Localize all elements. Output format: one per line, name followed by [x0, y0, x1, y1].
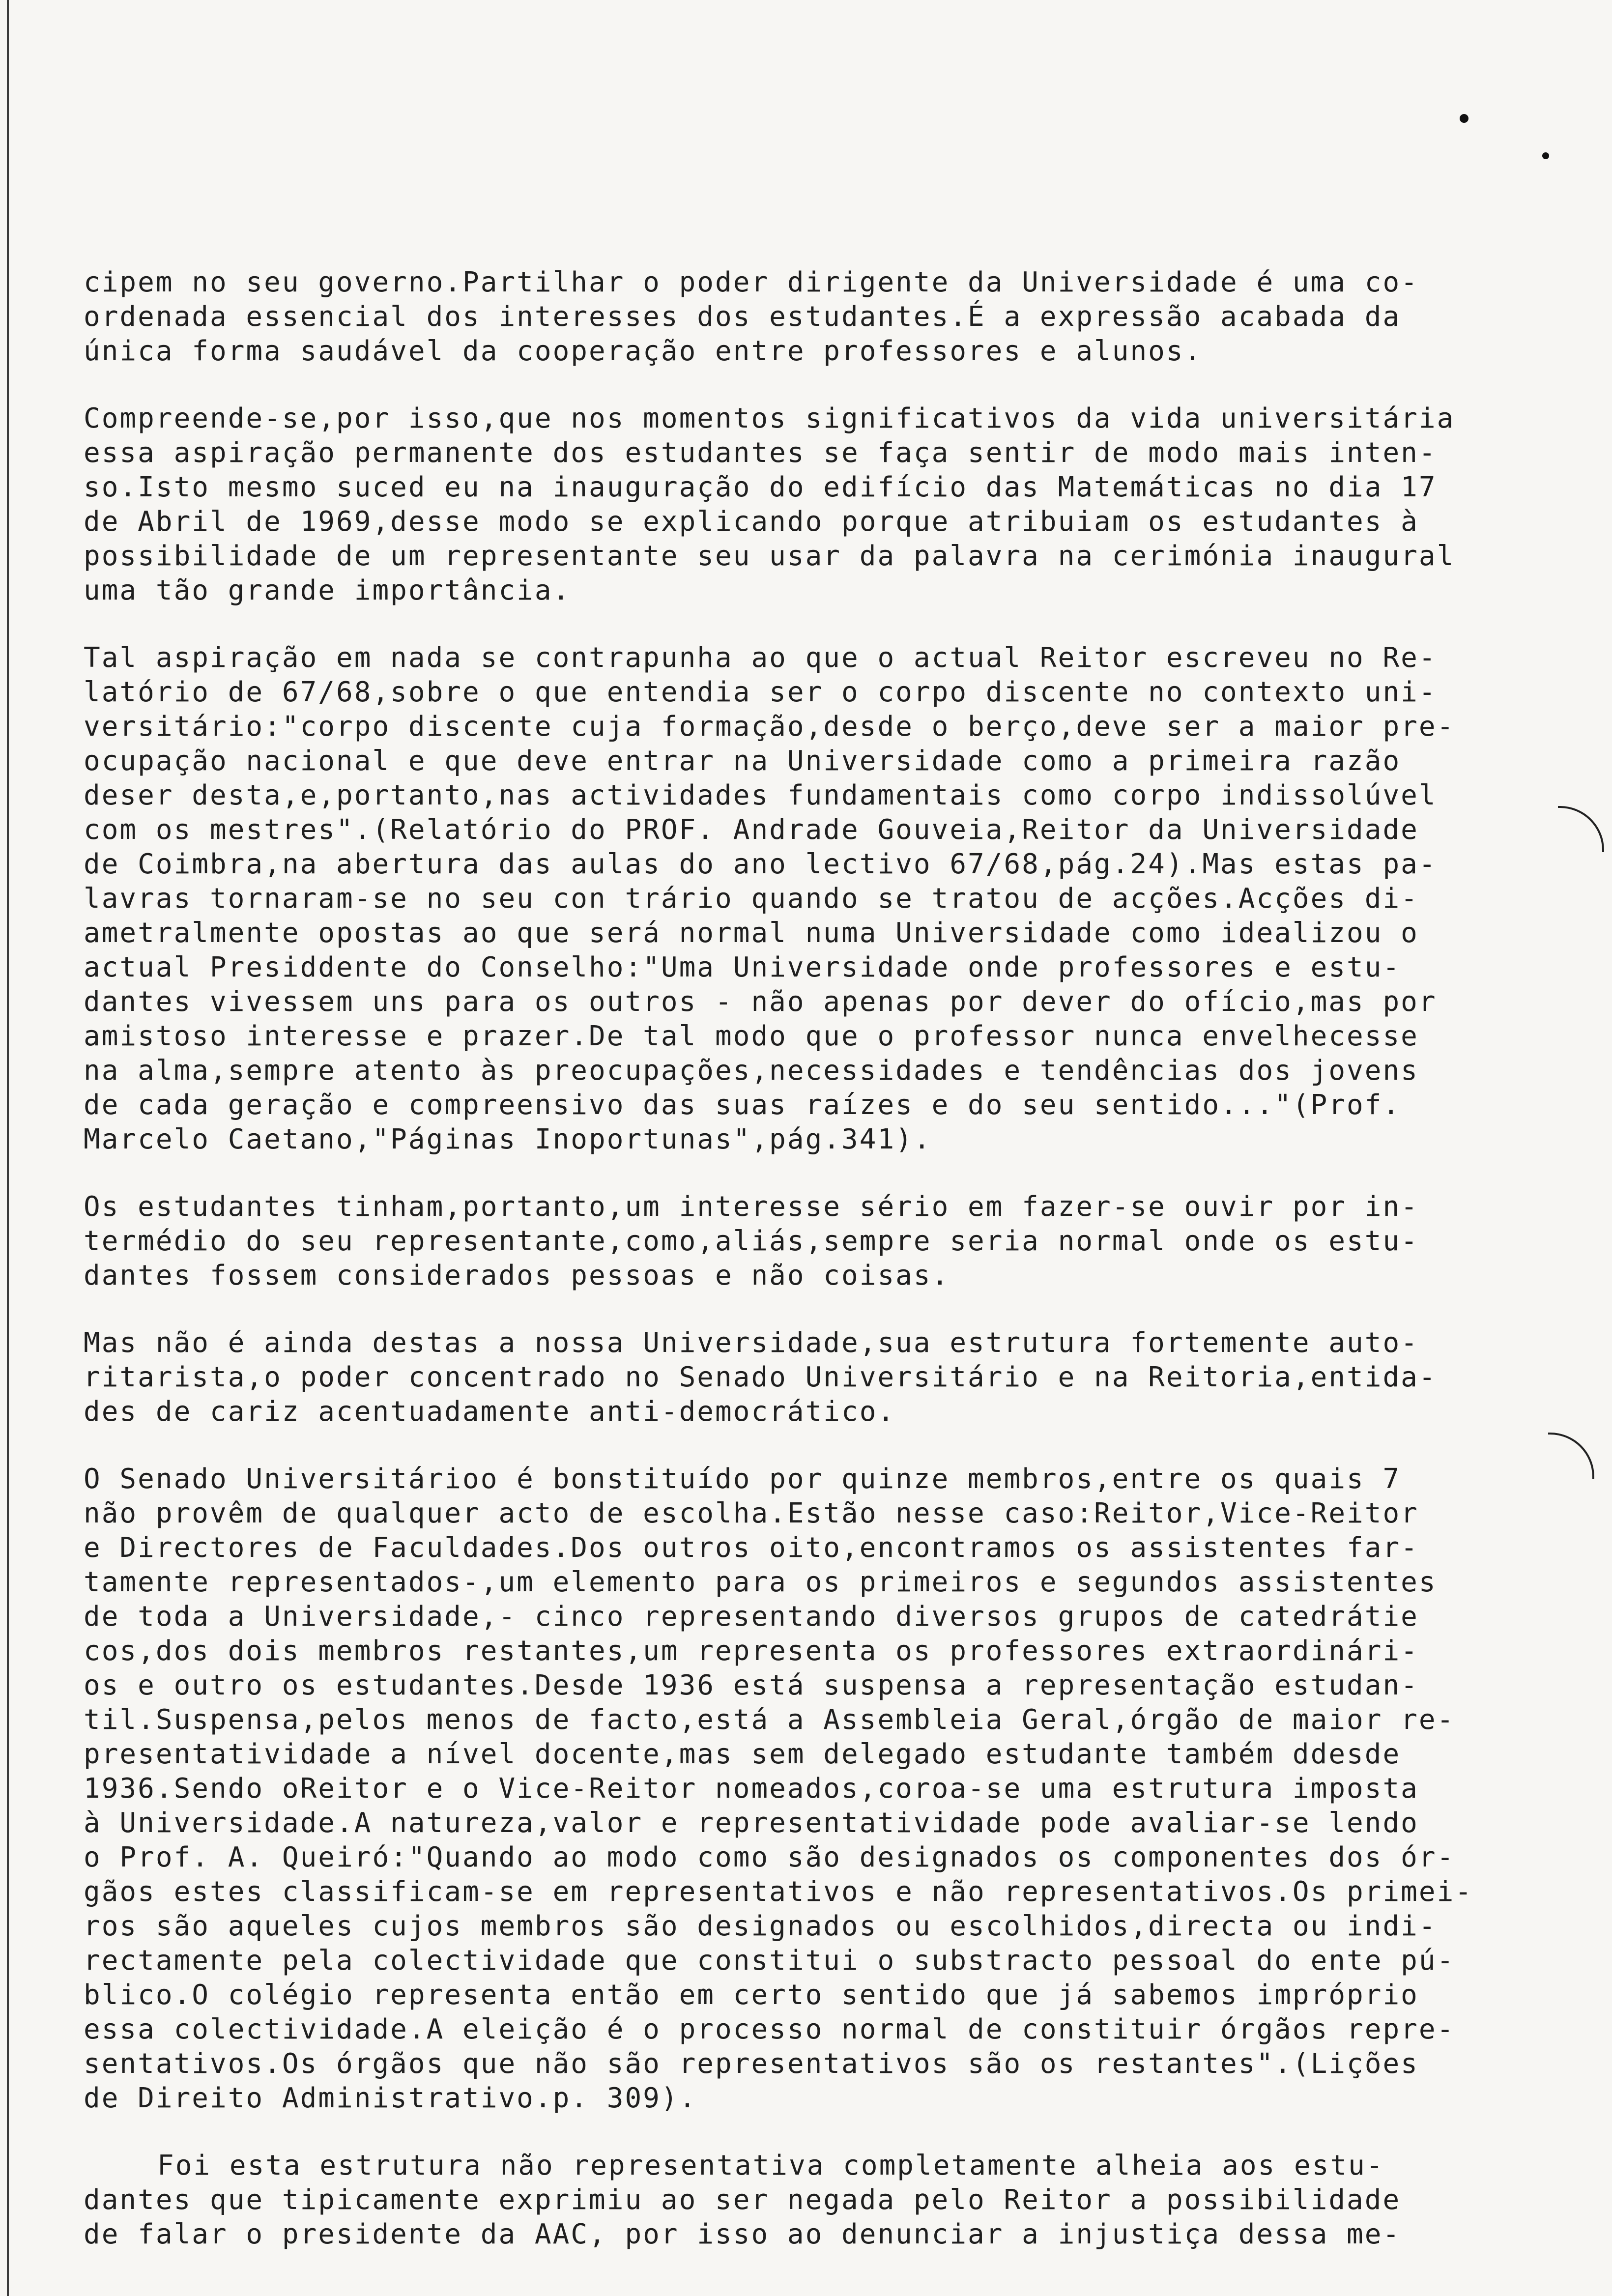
text-line: ordenada essencial dos interesses dos estudantes.É a expressão acabada da: [84, 301, 1401, 333]
text-line: des de cariz acentuadamente anti-democrático.: [84, 1396, 896, 1428]
text-line: de Coimbra,na abertura das aulas do ano lectivo 67/68,pág.24).Mas estas pa-: [84, 848, 1437, 880]
ink-dot: [1542, 152, 1549, 159]
text-line: presentatividade a nível docente,mas sem delegado estudante também ddesde: [84, 1738, 1401, 1770]
text-line: de cada geração e compreensivo das suas raízes e do seu sentido..."(Prof.: [84, 1089, 1401, 1121]
text-line: so.Isto mesmo suced eu na inauguração do edifício das Matemáticas no dia 17: [84, 471, 1437, 503]
text-line: Mas não é ainda destas a nossa Universidade,sua estrutura fortemente auto-: [84, 1327, 1419, 1359]
left-margin-rule: [7, 0, 9, 2296]
text-line: Foi esta estrutura não representativa completamente alheia aos estu-: [157, 2150, 1384, 2181]
text-line: de Abril de 1969,desse modo se explicando porque atribuiam os estudantes à: [84, 506, 1419, 538]
text-line: amistoso interesse e prazer.De tal modo que o professor nunca envelhecesse: [84, 1020, 1419, 1052]
text-line: Os estudantes tinham,portanto,um interesse sério em fazer-se ouvir por in-: [84, 1191, 1419, 1223]
text-line: tamente representados-,um elemento para os primeiros e segundos assistentes: [84, 1566, 1437, 1598]
paragraph: [84, 265, 1578, 369]
paragraph: [84, 1462, 1578, 2116]
paragraph: [84, 1326, 1578, 1429]
text-line: gãos estes classificam-se em representativos e não representativos.Os primei-: [84, 1876, 1473, 1908]
text-line: de toda a Universidade,- cinco representando diversos grupos de catedrátie: [84, 1601, 1419, 1633]
text-line: versitário:"corpo discente cuja formação,desde o berço,deve ser a maior pre-: [84, 711, 1455, 743]
text-line: com os mestres".(Relatório do PROF. Andrade Gouveia,Reitor da Universidade: [84, 814, 1419, 846]
text-line: e Directores de Faculdades.Dos outros oito,encontramos os assistentes far-: [84, 1532, 1419, 1564]
text-line: rectamente pela colectividade que constitui o substracto pessoal do ente pú-: [84, 1945, 1455, 1977]
text-line: ritarista,o poder concentrado no Senado Universitário e na Reitoria,entida-: [84, 1361, 1437, 1393]
text-line: dantes fossem considerados pessoas e não coisas.: [84, 1260, 950, 1292]
text-line: 1936.Sendo oReitor e o Vice-Reitor nomeados,coroa-se uma estrutura imposta: [84, 1773, 1419, 1805]
text-line: de Direito Administrativo.p. 309).: [84, 2082, 697, 2114]
text-line: sentativos.Os órgãos que não são representativos são os restantes".(Lições: [84, 2048, 1419, 2080]
paragraph: [84, 2149, 1578, 2252]
text-line: deser desta,e,portanto,nas actividades fundamentais como corpo indissolúvel: [84, 779, 1437, 811]
text-line: termédio do seu representante,como,aliás,sempre seria normal onde os estu-: [84, 1225, 1419, 1257]
text-line: uma tão grande importância.: [84, 574, 571, 606]
paragraph: [84, 402, 1578, 608]
paragraph: [84, 641, 1578, 1157]
text-line: dantes vivessem uns para os outros - não apenas por dever do ofício,mas por: [84, 986, 1437, 1018]
text-line: Tal aspiração em nada se contrapunha ao que o actual Reitor escreveu no Re-: [84, 642, 1437, 674]
text-line: actual Presiddente do Conselho:"Uma Universidade onde professores e estu-: [84, 951, 1401, 983]
text-line: O Senado Universitárioo é bonstituído por quinze membros,entre os quais 7: [84, 1463, 1401, 1495]
text-line: cos,dos dois membros restantes,um representa os professores extraordinári-: [84, 1635, 1419, 1667]
text-line: não provêm de qualquer acto de escolha.Estão nesse caso:Reitor,Vice-Reitor: [84, 1497, 1419, 1529]
text-line: Compreende-se,por isso,que nos momentos significativos da vida universitária: [84, 402, 1455, 434]
text-line: latório de 67/68,sobre o que entendia ser o corpo discente no contexto uni-: [84, 676, 1437, 708]
text-line: blico.O colégio representa então em certo sentido que já sabemos impróprio: [84, 1979, 1419, 2011]
text-line: possibilidade de um representante seu usar da palavra na cerimónia inaugural: [84, 540, 1455, 572]
ink-dot: [1460, 114, 1468, 123]
text-line: os e outro os estudantes.Desde 1936 está suspensa a representação estudan-: [84, 1669, 1419, 1701]
text-line: ocupação nacional e que deve entrar na Universidade como a primeira razão: [84, 745, 1401, 777]
text-line: Marcelo Caetano,"Páginas Inoportunas",pág.341).: [84, 1123, 932, 1155]
text-line: o Prof. A. Queiró:"Quando ao modo como são designados os componentes dos ór-: [84, 1841, 1455, 1873]
text-line: ros são aqueles cujos membros são designados ou escolhidos,directa ou indi-: [84, 1910, 1437, 1942]
text-line: única forma saudável da cooperação entre professores e alunos.: [84, 335, 1203, 367]
text-line: na alma,sempre atento às preocupações,necessidades e tendências dos jovens: [84, 1055, 1419, 1087]
text-line: à Universidade.A natureza,valor e representatividade pode avaliar-se lendo: [84, 1807, 1419, 1839]
text-line: til.Suspensa,pelos menos de facto,está a Assembleia Geral,órgão de maior re-: [84, 1704, 1455, 1736]
text-line: dantes que tipicamente exprimiu ao ser negada pelo Reitor a possibilidade: [84, 2184, 1401, 2216]
text-line: essa colectividade.A eleição é o processo normal de constituir órgãos repre-: [84, 2013, 1455, 2045]
text-line: de falar o presidente da AAC, por isso ao denunciar a injustiça dessa me-: [84, 2218, 1401, 2250]
typewritten-page-body: [84, 265, 1578, 2285]
text-line: essa aspiração permanente dos estudantes se faça sentir de modo mais inten-: [84, 437, 1437, 469]
paragraph: [84, 1190, 1578, 1293]
text-line: cipem no seu governo.Partilhar o poder dirigente da Universidade é uma co-: [84, 266, 1419, 298]
text-line: lavras tornaram-se no seu con trário quando se tratou de acções.Acções di-: [84, 883, 1419, 915]
text-line: ametralmente opostas ao que será normal numa Universidade como idealizou o: [84, 917, 1419, 949]
